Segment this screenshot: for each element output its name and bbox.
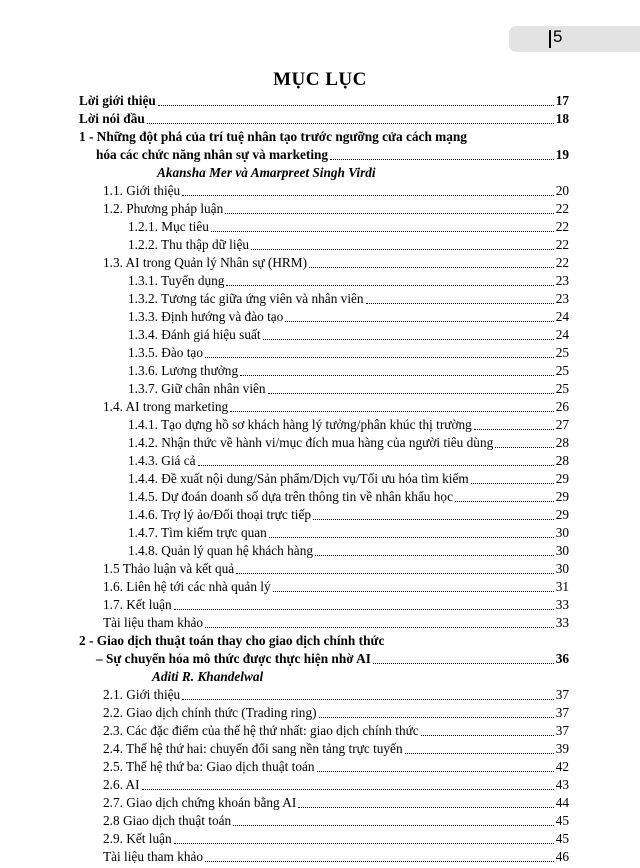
toc-entry-page: 23	[555, 291, 569, 306]
toc-entry-label: 1.7. Kết luận	[103, 597, 172, 612]
toc-entry-page: 29	[555, 489, 569, 504]
toc-entry-label: 1.4.8. Quản lý quan hệ khách hàng	[128, 543, 314, 558]
toc-entry[interactable]	[103, 722, 569, 740]
toc-entry[interactable]	[103, 740, 569, 758]
toc-entry-label: 1.6. Liên hệ tới các nhà quản lý	[103, 579, 271, 594]
toc-entry-label: 2.1. Giới thiệu	[103, 687, 181, 702]
toc-entry[interactable]	[128, 290, 569, 308]
toc-entry-page: 43	[555, 777, 569, 792]
dot-leader	[285, 321, 553, 322]
toc-entry-page: 37	[555, 687, 569, 702]
toc-entry[interactable]	[103, 830, 569, 848]
toc-entry[interactable]	[128, 326, 569, 344]
toc-entry-label: 2.3. Các đặc điểm của thế hệ thứ nhất: giao dịch chính thức	[103, 723, 419, 738]
toc-entry[interactable]	[128, 380, 569, 398]
toc-entry-label: 1.3.1. Tuyển dụng	[128, 273, 225, 288]
dot-leader	[205, 357, 554, 358]
toc-entry-page: 25	[555, 363, 569, 378]
toc-entry-page: 27	[555, 417, 569, 432]
dot-leader	[211, 231, 554, 232]
toc-entry[interactable]	[103, 560, 569, 578]
toc-entry-label: 2.7. Giao dịch chứng khoán bằng AI	[103, 795, 297, 810]
dot-leader	[405, 753, 554, 754]
toc-entry[interactable]	[128, 308, 569, 326]
dot-leader	[298, 807, 553, 808]
dot-leader	[142, 789, 554, 790]
dot-leader	[240, 375, 554, 376]
dot-leader	[313, 519, 554, 520]
dot-leader	[269, 537, 554, 538]
dot-leader	[474, 429, 554, 430]
toc-entry-label: 1.3.5. Đào tạo	[128, 345, 203, 360]
toc-entry-label: Lời nói đầu	[79, 111, 145, 126]
toc-entry-page: 29	[555, 507, 569, 522]
toc-entry-label: 1.4. AI trong marketing	[103, 399, 229, 414]
page-number-divider	[549, 30, 551, 48]
toc-entry-label: 1.4.6. Trợ lý ảo/Đối thoại trực tiếp	[128, 507, 312, 522]
toc-entry-label: 1.4.1. Tạo dựng hồ sơ khách hàng lý tưởng/phân khúc thị trường	[128, 417, 472, 432]
toc-entry-page: 45	[555, 831, 569, 846]
toc-entry[interactable]	[103, 812, 569, 830]
dot-leader	[273, 591, 554, 592]
toc-entry-page: 42	[555, 759, 569, 774]
toc-entry-label: 1.3.3. Định hướng và đào tạo	[128, 309, 284, 324]
toc-entry-page: 28	[555, 435, 569, 450]
toc-entry-label: Tài liệu tham khảo	[103, 615, 204, 630]
dot-leader	[366, 303, 554, 304]
chapter-author: Akansha Mer và Amarpreet Singh Virdi	[157, 165, 376, 180]
dot-leader	[471, 483, 554, 484]
chapter-author: Aditi R. Khandelwal	[152, 669, 264, 684]
dot-leader	[205, 861, 554, 862]
toc-entry-label: 1.4.7. Tìm kiếm trực quan	[128, 525, 267, 540]
toc-entry-label: 2.6. AI	[103, 777, 140, 792]
toc-entry[interactable]	[103, 254, 569, 272]
toc-entry[interactable]	[128, 524, 569, 542]
dot-leader	[421, 735, 554, 736]
toc-entry-page: 20	[555, 183, 569, 198]
toc-entry-label: hóa các chức năng nhân sự và marketing	[96, 147, 329, 162]
toc-entry-page: 46	[555, 849, 569, 864]
toc-entry[interactable]	[103, 794, 569, 812]
toc-entry-page: 25	[555, 345, 569, 360]
dot-leader	[495, 447, 553, 448]
dot-leader	[309, 267, 554, 268]
toc-entry-label: 2.9. Kết luận	[103, 831, 172, 846]
page-number-tab	[509, 26, 640, 52]
dot-leader	[205, 627, 554, 628]
toc-entry-label: 1.4.2. Nhận thức về hành vi/mục đích mua hàng của người tiêu dùng	[128, 435, 494, 450]
toc-entry[interactable]	[128, 218, 569, 236]
toc-entry-page: 24	[555, 327, 569, 342]
toc-entry[interactable]	[103, 398, 569, 416]
toc-entry[interactable]	[128, 470, 569, 488]
toc-entry-page: 45	[555, 813, 569, 828]
toc-entry-page: 30	[555, 561, 569, 576]
dot-leader	[226, 285, 553, 286]
dot-leader	[317, 771, 554, 772]
toc-entry-page: 26	[555, 399, 569, 414]
toc-entry-label: 1.3.6. Lương thưởng	[128, 363, 239, 378]
toc-entry-page: 22	[555, 237, 569, 252]
toc-entry-label: 1.4.3. Giá cả	[128, 453, 196, 468]
toc-entry-label: 1.1. Giới thiệu	[103, 183, 181, 198]
toc-entry-label: 1.5 Thảo luận và kết quả	[103, 561, 235, 576]
toc-entry[interactable]	[128, 344, 569, 362]
toc-entry[interactable]	[103, 776, 569, 794]
toc-entry[interactable]	[103, 686, 569, 704]
toc-entry[interactable]	[128, 362, 569, 380]
dot-leader	[147, 123, 554, 124]
toc-entry-label: 1.4.4. Đề xuất nội dung/Sản phẩm/Dịch vụ/Tối ưu hóa tìm kiếm	[128, 471, 469, 486]
chapter-title-line1[interactable]: 2 - Giao dịch thuật toán thay cho giao dịch chính thức	[79, 633, 385, 648]
toc-entry-label: 2.5. Thế hệ thứ ba: Giao dịch thuật toán	[103, 759, 315, 774]
toc-entry[interactable]	[103, 578, 569, 596]
toc-entry-label: 1.3.7. Giữ chân nhân viên	[128, 381, 266, 396]
dot-leader	[455, 501, 554, 502]
toc-entry[interactable]	[103, 200, 569, 218]
toc-entry[interactable]	[128, 434, 569, 452]
toc-entry-page: 30	[555, 525, 569, 540]
toc-entry[interactable]	[128, 236, 569, 254]
toc-entry[interactable]	[103, 182, 569, 200]
toc-entry-page: 25	[555, 381, 569, 396]
dot-leader	[182, 195, 553, 196]
toc-entry[interactable]	[128, 488, 569, 506]
toc-entry-page: 44	[555, 795, 569, 810]
toc-entry-page: 22	[555, 201, 569, 216]
toc-entry-label: 2.4. Thế hệ thứ hai: chuyển đổi sang nền tảng trực tuyến	[103, 741, 403, 756]
toc-entry-page: 29	[555, 471, 569, 486]
toc-chapter-entry[interactable]	[79, 110, 569, 128]
chapter-title-line1[interactable]: 1 - Những đột phá của trí tuệ nhân tạo trước ngưỡng cửa cách mạng	[79, 129, 467, 144]
dot-leader	[225, 213, 553, 214]
toc-entry-page: 36	[555, 651, 569, 666]
toc-entry-page: 33	[555, 597, 569, 612]
toc-entry-page: 22	[555, 219, 569, 234]
toc-entry[interactable]	[103, 704, 569, 722]
toc-entry-label: 1.4.5. Dự đoán doanh số dựa trên thông tin về nhân khẩu học	[128, 489, 453, 504]
toc-entry[interactable]	[128, 272, 569, 290]
toc-entry[interactable]	[128, 416, 569, 434]
toc-entry[interactable]	[128, 506, 569, 524]
dot-leader	[174, 843, 554, 844]
dot-leader	[373, 663, 554, 664]
toc-entry-page: 17	[555, 93, 569, 108]
toc-entry-page: 28	[555, 453, 569, 468]
toc-entry-label: – Sự chuyển hóa mô thức được thực hiện nhờ AI	[96, 651, 371, 666]
toc-entry-label: 1.2.1. Mục tiêu	[128, 219, 209, 234]
toc-entry-page: 37	[555, 723, 569, 738]
toc-entry-label: 1.2. Phương pháp luận	[103, 201, 224, 216]
toc-entry-page: 30	[555, 543, 569, 558]
toc-entry[interactable]	[128, 542, 569, 560]
toc-entry-page: 33	[555, 615, 569, 630]
toc-entry-label: 2.8 Giao dịch thuật toán	[103, 813, 232, 828]
toc-entry-page: 23	[555, 273, 569, 288]
toc-chapter-entry[interactable]	[79, 92, 569, 110]
toc-entry-label: 1.3. AI trong Quản lý Nhân sự (HRM)	[103, 255, 308, 270]
toc-entry[interactable]	[103, 758, 569, 776]
dot-leader	[233, 825, 554, 826]
toc-entry-label: Lời giới thiệu	[79, 93, 156, 108]
toc-entry-label: 2.2. Giao dịch chính thức (Trading ring)	[103, 705, 317, 720]
toc-title: MỤC LỤC	[273, 69, 367, 90]
chapter-title-line2[interactable]	[96, 146, 569, 164]
dot-leader	[268, 393, 554, 394]
dot-leader	[182, 699, 553, 700]
toc-entry-page: 18	[555, 111, 569, 126]
toc-entry-label: Tài liệu tham khảo	[103, 849, 204, 864]
toc-entry-page: 22	[555, 255, 569, 270]
toc-entry-page: 37	[555, 705, 569, 720]
toc-entry-page: 31	[555, 579, 569, 594]
toc-entry[interactable]	[103, 596, 569, 614]
dot-leader	[174, 609, 554, 610]
dot-leader	[315, 555, 554, 556]
dot-leader	[230, 411, 554, 412]
toc-entry[interactable]	[128, 452, 569, 470]
toc-entry-label: 1.3.2. Tương tác giữa ứng viên và nhân viên	[128, 291, 364, 306]
chapter-title-line2[interactable]	[96, 650, 569, 668]
dot-leader	[236, 573, 553, 574]
toc-entry[interactable]	[103, 848, 569, 866]
toc-entry[interactable]	[103, 614, 569, 632]
dot-leader	[158, 105, 554, 106]
page-number: 5	[553, 27, 563, 46]
dot-leader	[330, 159, 554, 160]
dot-leader	[263, 339, 554, 340]
dot-leader	[251, 249, 554, 250]
toc-entry-page: 24	[555, 309, 569, 324]
toc-entry-page: 39	[555, 741, 569, 756]
toc-entry-page: 19	[555, 147, 569, 162]
toc-entry-label: 1.2.2. Thu thập dữ liệu	[128, 237, 250, 252]
toc-entry-label: 1.3.4. Đánh giá hiệu suất	[128, 327, 261, 342]
dot-leader	[319, 717, 554, 718]
dot-leader	[198, 465, 554, 466]
